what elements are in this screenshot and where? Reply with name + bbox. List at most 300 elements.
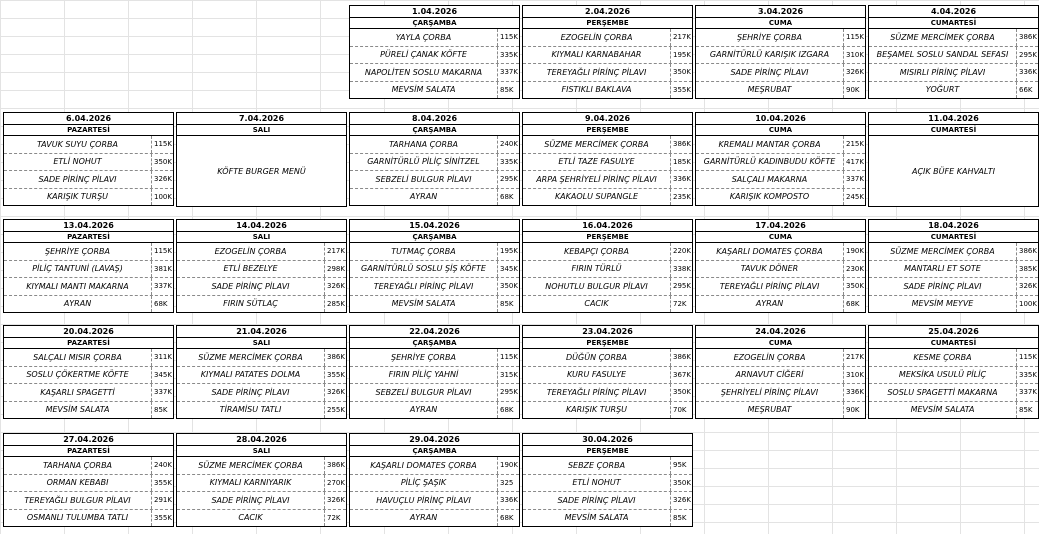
dish-name: SOSLU SPAGETTİ MAKARNA	[869, 384, 1017, 401]
dish-name: KURU FASULYE	[523, 367, 671, 384]
day-name: ÇARŞAMBA	[350, 446, 519, 457]
menu-item	[696, 402, 865, 420]
menu-item	[350, 64, 519, 82]
calorie-value: 190K	[846, 247, 864, 256]
dish-name: GARNİTÜRLÜ SOSLU ŞİŞ KÖFTE	[350, 261, 498, 278]
day-date: 8.04.2026	[350, 112, 519, 125]
calorie-value: 85K	[500, 299, 514, 308]
calorie-value: 220K	[673, 247, 691, 256]
dish-name: ŞEHRİYE ÇORBA	[4, 243, 152, 260]
dish-name: EZOGELİN ÇORBA	[177, 243, 325, 260]
calorie-value: 217K	[846, 353, 864, 362]
dish-name: TARHANA ÇORBA	[350, 136, 498, 153]
calorie-value: 350K	[673, 68, 691, 77]
dish-name: TEREYAĞLI PİRİNÇ PİLAVI	[350, 278, 498, 295]
day-name: CUMA	[696, 125, 865, 136]
dish-name: KREMALI MANTAR ÇORBA	[696, 136, 844, 153]
menu-item	[350, 47, 519, 65]
menu-item	[177, 278, 346, 296]
day-name: PAZARTESİ	[4, 232, 173, 243]
day-block	[695, 219, 866, 313]
menu-item	[350, 367, 519, 385]
calorie-value: 326K	[327, 282, 345, 291]
menu-item	[177, 510, 346, 528]
day-block	[176, 219, 347, 313]
calorie-value: 350K	[673, 388, 691, 397]
dish-name: TEREYAĞLI BULGUR PİLAVI	[4, 492, 152, 509]
menu-items	[177, 243, 346, 313]
day-name: ÇARŞAMBA	[350, 18, 519, 29]
day-date: 18.04.2026	[869, 219, 1038, 232]
calorie-value: 85K	[154, 405, 168, 414]
menu-item	[869, 296, 1038, 314]
calorie-value: 115K	[154, 140, 172, 149]
dish-name: NAPOLİTEN SOSLU MAKARNA	[350, 64, 498, 81]
special-menu: KÖFTE BURGER MENÜ	[177, 136, 346, 207]
day-block	[522, 325, 693, 419]
day-block	[349, 5, 520, 99]
calorie-value: 298K	[327, 264, 345, 273]
menu-item	[523, 457, 692, 475]
dish-name: TUTMAÇ ÇORBA	[350, 243, 498, 260]
menu-item	[523, 278, 692, 296]
dish-name: DÜĞÜN ÇORBA	[523, 349, 671, 366]
dish-name: AYRAN	[350, 510, 498, 527]
day-block	[868, 219, 1039, 313]
menu-items	[4, 349, 173, 419]
calorie-value: 336K	[1019, 68, 1037, 77]
calorie-value: 386K	[1019, 247, 1037, 256]
menu-item	[350, 349, 519, 367]
day-date: 15.04.2026	[350, 219, 519, 232]
dish-name: GARNİTÜRLÜ PİLİÇ SİNİTZEL	[350, 154, 498, 171]
menu-items	[869, 29, 1038, 99]
day-name: PERŞEMBE	[523, 232, 692, 243]
day-date: 3.04.2026	[696, 5, 865, 18]
day-block	[3, 219, 174, 313]
day-name: CUMARTESİ	[869, 338, 1038, 349]
day-name: PAZARTESİ	[4, 125, 173, 136]
day-name: CUMA	[696, 232, 865, 243]
dish-name: PİLİÇ ŞAŞIK	[350, 475, 498, 492]
calorie-value: 326K	[327, 388, 345, 397]
menu-items	[523, 136, 692, 206]
calorie-value: 350K	[846, 282, 864, 291]
menu-item	[177, 384, 346, 402]
calorie-value: 115K	[846, 33, 864, 42]
menu-item	[523, 510, 692, 528]
day-block	[3, 325, 174, 419]
calorie-value: 115K	[500, 33, 518, 42]
menu-item	[523, 47, 692, 65]
menu-item	[696, 243, 865, 261]
menu-item	[523, 402, 692, 420]
day-name: ÇARŞAMBA	[350, 125, 519, 136]
calorie-value: 190K	[500, 461, 518, 470]
calorie-value: 291K	[154, 496, 172, 505]
dish-name: MEVSİM SALATA	[350, 82, 498, 99]
calorie-value: 68K	[500, 405, 514, 414]
calorie-value: 270K	[327, 478, 345, 487]
dish-name: BEŞAMEL SOSLU SANDAL SEFASI	[869, 47, 1017, 64]
calorie-value: 100K	[154, 192, 172, 201]
menu-items	[350, 349, 519, 419]
dish-name: SEBZELİ BULGUR PİLAVI	[350, 384, 498, 401]
day-date: 13.04.2026	[4, 219, 173, 232]
dish-name: EZOGELİN ÇORBA	[696, 349, 844, 366]
day-name: SALI	[177, 232, 346, 243]
calorie-value: 217K	[327, 247, 345, 256]
dish-name: AYRAN	[350, 402, 498, 419]
day-name: ÇARŞAMBA	[350, 338, 519, 349]
dish-name: MEVSİM SALATA	[869, 402, 1017, 419]
menu-item	[523, 475, 692, 493]
menu-item	[696, 296, 865, 314]
calorie-value: 335K	[500, 157, 518, 166]
menu-item	[869, 402, 1038, 420]
day-block	[868, 5, 1039, 99]
calorie-value: 326K	[1019, 282, 1037, 291]
day-block	[868, 112, 1039, 207]
calorie-value: 185K	[673, 157, 691, 166]
dish-name: SADE PİRİNÇ PİLAVI	[869, 278, 1017, 295]
calorie-value: 326K	[327, 496, 345, 505]
day-block	[176, 433, 347, 527]
dish-name: MEVSİM SALATA	[4, 402, 152, 419]
menu-item	[177, 402, 346, 420]
menu-item	[696, 136, 865, 154]
menu-item	[869, 384, 1038, 402]
calorie-value: 417K	[846, 157, 864, 166]
calorie-value: 355K	[327, 370, 345, 379]
calorie-value: 310K	[846, 50, 864, 59]
dish-name: KAŞARLI DOMATES ÇORBA	[696, 243, 844, 260]
calorie-value: 386K	[327, 353, 345, 362]
dish-name: MEVSİM SALATA	[350, 296, 498, 313]
calorie-value: 337K	[500, 68, 518, 77]
day-date: 4.04.2026	[869, 5, 1038, 18]
day-date: 24.04.2026	[696, 325, 865, 338]
menu-item	[696, 82, 865, 100]
menu-item	[523, 82, 692, 100]
dish-name: TAVUK SUYU ÇORBA	[4, 136, 152, 153]
menu-item	[696, 64, 865, 82]
calorie-value: 381K	[154, 264, 172, 273]
menu-item	[4, 243, 173, 261]
calorie-value: 115K	[500, 353, 518, 362]
calorie-value: 217K	[673, 33, 691, 42]
calorie-value: 72K	[327, 513, 341, 522]
dish-name: KIYMALI KARNABAHAR	[523, 47, 671, 64]
dish-name: SADE PİRİNÇ PİLAVI	[177, 492, 325, 509]
menu-items	[696, 29, 865, 99]
menu-item	[177, 349, 346, 367]
menu-item	[350, 492, 519, 510]
day-block	[695, 325, 866, 419]
calorie-value: 240K	[500, 140, 518, 149]
day-name: PAZARTESİ	[4, 338, 173, 349]
calorie-value: 68K	[154, 299, 168, 308]
dish-name: KIYMALI PATATES DOLMA	[177, 367, 325, 384]
day-date: 28.04.2026	[177, 433, 346, 446]
dish-name: TARHANA ÇORBA	[4, 457, 152, 474]
menu-item	[350, 82, 519, 100]
calorie-value: 72K	[673, 299, 687, 308]
menu-item	[350, 457, 519, 475]
calorie-value: 386K	[327, 461, 345, 470]
calorie-value: 295K	[673, 282, 691, 291]
dish-name: SEBZE ÇORBA	[523, 457, 671, 474]
day-name: CUMARTESİ	[869, 232, 1038, 243]
day-block	[176, 325, 347, 419]
dish-name: SADE PİRİNÇ PİLAVI	[177, 384, 325, 401]
dish-name: ŞEHRİYE ÇORBA	[350, 349, 498, 366]
menu-item	[350, 384, 519, 402]
day-name: SALI	[177, 338, 346, 349]
dish-name: FIRIN SÜTLAÇ	[177, 296, 325, 313]
dish-name: KESME ÇORBA	[869, 349, 1017, 366]
dish-name: KAŞARLI SPAGETTİ	[4, 384, 152, 401]
dish-name: YAYLA ÇORBA	[350, 29, 498, 46]
menu-item	[350, 261, 519, 279]
dish-name: SÜZME MERCİMEK ÇORBA	[869, 243, 1017, 260]
dish-name: KARIŞIK TURŞU	[4, 189, 152, 206]
day-name: CUMARTESİ	[869, 125, 1038, 136]
day-date: 14.04.2026	[177, 219, 346, 232]
menu-items	[177, 457, 346, 527]
menu-item	[4, 171, 173, 189]
menu-item	[696, 189, 865, 207]
day-block	[3, 433, 174, 527]
day-name: CUMA	[696, 338, 865, 349]
menu-item	[523, 29, 692, 47]
day-date: 30.04.2026	[523, 433, 692, 446]
dish-name: ŞEHRİYELİ PİRİNÇ PİLAVI	[696, 384, 844, 401]
menu-item	[177, 367, 346, 385]
calorie-value: 70K	[673, 405, 687, 414]
menu-item	[696, 278, 865, 296]
menu-item	[177, 457, 346, 475]
day-name: ÇARŞAMBA	[350, 232, 519, 243]
calorie-value: 215K	[846, 140, 864, 149]
menu-items	[696, 136, 865, 206]
dish-name: MEVSİM SALATA	[523, 510, 671, 527]
calorie-value: 240K	[154, 461, 172, 470]
calorie-value: 350K	[500, 282, 518, 291]
menu-item	[869, 47, 1038, 65]
calorie-value: 68K	[500, 192, 514, 201]
menu-item	[523, 261, 692, 279]
menu-items	[4, 243, 173, 313]
menu-item	[869, 243, 1038, 261]
menu-items	[523, 243, 692, 313]
menu-items	[350, 243, 519, 313]
menu-item	[177, 296, 346, 314]
calorie-value: 90K	[846, 85, 860, 94]
dish-name: NOHUTLU BULGUR PİLAVI	[523, 278, 671, 295]
menu-item	[4, 154, 173, 172]
dish-name: SADE PİRİNÇ PİLAVI	[696, 64, 844, 81]
day-date: 2.04.2026	[523, 5, 692, 18]
day-block	[349, 112, 520, 206]
menu-item	[4, 136, 173, 154]
calorie-value: 255K	[327, 405, 345, 414]
menu-items	[350, 457, 519, 527]
menu-item	[523, 171, 692, 189]
dish-name: MISIRLI PİRİNÇ PİLAVI	[869, 64, 1017, 81]
calorie-value: 337K	[1019, 388, 1037, 397]
menu-item	[350, 29, 519, 47]
calorie-value: 385K	[1019, 264, 1037, 273]
calorie-value: 66K	[1019, 85, 1033, 94]
dish-name: PİLİÇ TANTUNİ (LAVAŞ)	[4, 261, 152, 278]
menu-item	[869, 349, 1038, 367]
calorie-value: 100K	[1019, 299, 1037, 308]
day-block	[349, 219, 520, 313]
day-block	[349, 325, 520, 419]
calorie-value: 355K	[154, 513, 172, 522]
calorie-value: 350K	[673, 478, 691, 487]
menu-item	[177, 475, 346, 493]
day-block	[522, 219, 693, 313]
day-block	[695, 5, 866, 99]
menu-items	[523, 457, 692, 527]
menu-item	[869, 64, 1038, 82]
menu-item	[350, 475, 519, 493]
calorie-value: 335K	[1019, 370, 1037, 379]
calorie-value: 68K	[846, 299, 860, 308]
dish-name: OSMANLI TULUMBA TATLI	[4, 510, 152, 527]
day-name: PAZARTESİ	[4, 446, 173, 457]
day-name: PERŞEMBE	[523, 446, 692, 457]
day-block	[868, 325, 1039, 419]
dish-name: KARIŞIK TURŞU	[523, 402, 671, 419]
menu-item	[350, 296, 519, 314]
menu-item	[869, 278, 1038, 296]
special-menu: AÇIK BÜFE KAHVALTI	[869, 136, 1038, 207]
calorie-value: 195K	[673, 50, 691, 59]
menu-item	[4, 189, 173, 207]
menu-item	[523, 384, 692, 402]
calorie-value: 115K	[154, 247, 172, 256]
menu-item	[523, 189, 692, 207]
dish-name: HAVUÇLU PİRİNÇ PİLAVI	[350, 492, 498, 509]
calorie-value: 295K	[500, 175, 518, 184]
dish-name: SÜZME MERCİMEK ÇORBA	[177, 457, 325, 474]
calorie-value: 326K	[673, 496, 691, 505]
calorie-value: 345K	[154, 370, 172, 379]
dish-name: YOĞURT	[869, 82, 1017, 99]
menu-item	[4, 261, 173, 279]
dish-name: TEREYAĞLI PİRİNÇ PİLAVI	[696, 278, 844, 295]
calorie-value: 325	[500, 478, 514, 487]
dish-name: MEKSİKA USULÜ PİLİÇ	[869, 367, 1017, 384]
menu-item	[350, 136, 519, 154]
dish-name: MEŞRUBAT	[696, 402, 844, 419]
menu-items	[4, 136, 173, 206]
day-name: PERŞEMBE	[523, 18, 692, 29]
day-block	[695, 112, 866, 206]
day-block	[176, 112, 347, 207]
menu-item	[523, 296, 692, 314]
menu-item	[4, 402, 173, 420]
menu-item	[4, 492, 173, 510]
menu-items	[523, 349, 692, 419]
calorie-value: 336K	[846, 388, 864, 397]
dish-name: FISTIKLI BAKLAVA	[523, 82, 671, 99]
dish-name: SOSLU ÇÖKERTME KÖFTE	[4, 367, 152, 384]
dish-name: PÜRELİ ÇANAK KÖFTE	[350, 47, 498, 64]
calorie-value: 386K	[673, 353, 691, 362]
dish-name: FIRIN TÜRLÜ	[523, 261, 671, 278]
menu-item	[523, 136, 692, 154]
day-name: CUMA	[696, 18, 865, 29]
menu-item	[696, 367, 865, 385]
day-date: 21.04.2026	[177, 325, 346, 338]
dish-name: KAŞARLI DOMATES ÇORBA	[350, 457, 498, 474]
dish-name: ETLİ NOHUT	[4, 154, 152, 171]
dish-name: MEVSİM MEYVE	[869, 296, 1017, 313]
calorie-value: 367K	[673, 370, 691, 379]
day-name: PERŞEMBE	[523, 338, 692, 349]
menu-items	[350, 136, 519, 206]
menu-item	[869, 367, 1038, 385]
calorie-value: 345K	[500, 264, 518, 273]
dish-name: ETLİ NOHUT	[523, 475, 671, 492]
menu-items	[696, 349, 865, 419]
menu-items	[869, 243, 1038, 313]
day-name: CUMARTESİ	[869, 18, 1038, 29]
day-date: 20.04.2026	[4, 325, 173, 338]
day-date: 29.04.2026	[350, 433, 519, 446]
menu-item	[523, 349, 692, 367]
menu-item	[4, 367, 173, 385]
day-block	[522, 5, 693, 99]
menu-item	[350, 171, 519, 189]
dish-name: KEBAPÇI ÇORBA	[523, 243, 671, 260]
menu-item	[523, 367, 692, 385]
dish-name: SEBZELİ BULGUR PİLAVI	[350, 171, 498, 188]
day-date: 7.04.2026	[177, 112, 346, 125]
calorie-value: 386K	[673, 140, 691, 149]
dish-name: FIRIN PİLİÇ YAHNİ	[350, 367, 498, 384]
dish-name: CACIK	[177, 510, 325, 527]
menu-items	[4, 457, 173, 527]
menu-item	[177, 261, 346, 279]
day-date: 22.04.2026	[350, 325, 519, 338]
menu-item	[523, 492, 692, 510]
dish-name: TAVUK DÖNER	[696, 261, 844, 278]
day-date: 1.04.2026	[350, 5, 519, 18]
calorie-value: 336K	[500, 496, 518, 505]
menu-item	[350, 278, 519, 296]
menu-item	[350, 189, 519, 207]
dish-name: ŞEHRİYE ÇORBA	[696, 29, 844, 46]
dish-name: TEREYAĞLI PİRİNÇ PİLAVI	[523, 64, 671, 81]
dish-name: AYRAN	[350, 189, 498, 206]
menu-item	[350, 154, 519, 172]
menu-item	[869, 29, 1038, 47]
menu-item	[523, 64, 692, 82]
menu-item	[177, 243, 346, 261]
dish-name: SÜZME MERCİMEK ÇORBA	[523, 136, 671, 153]
menu-item	[696, 261, 865, 279]
menu-items	[350, 29, 519, 99]
dish-name: ETLİ TAZE FASULYE	[523, 154, 671, 171]
calorie-value: 350K	[154, 157, 172, 166]
menu-item	[4, 296, 173, 314]
menu-items	[177, 349, 346, 419]
